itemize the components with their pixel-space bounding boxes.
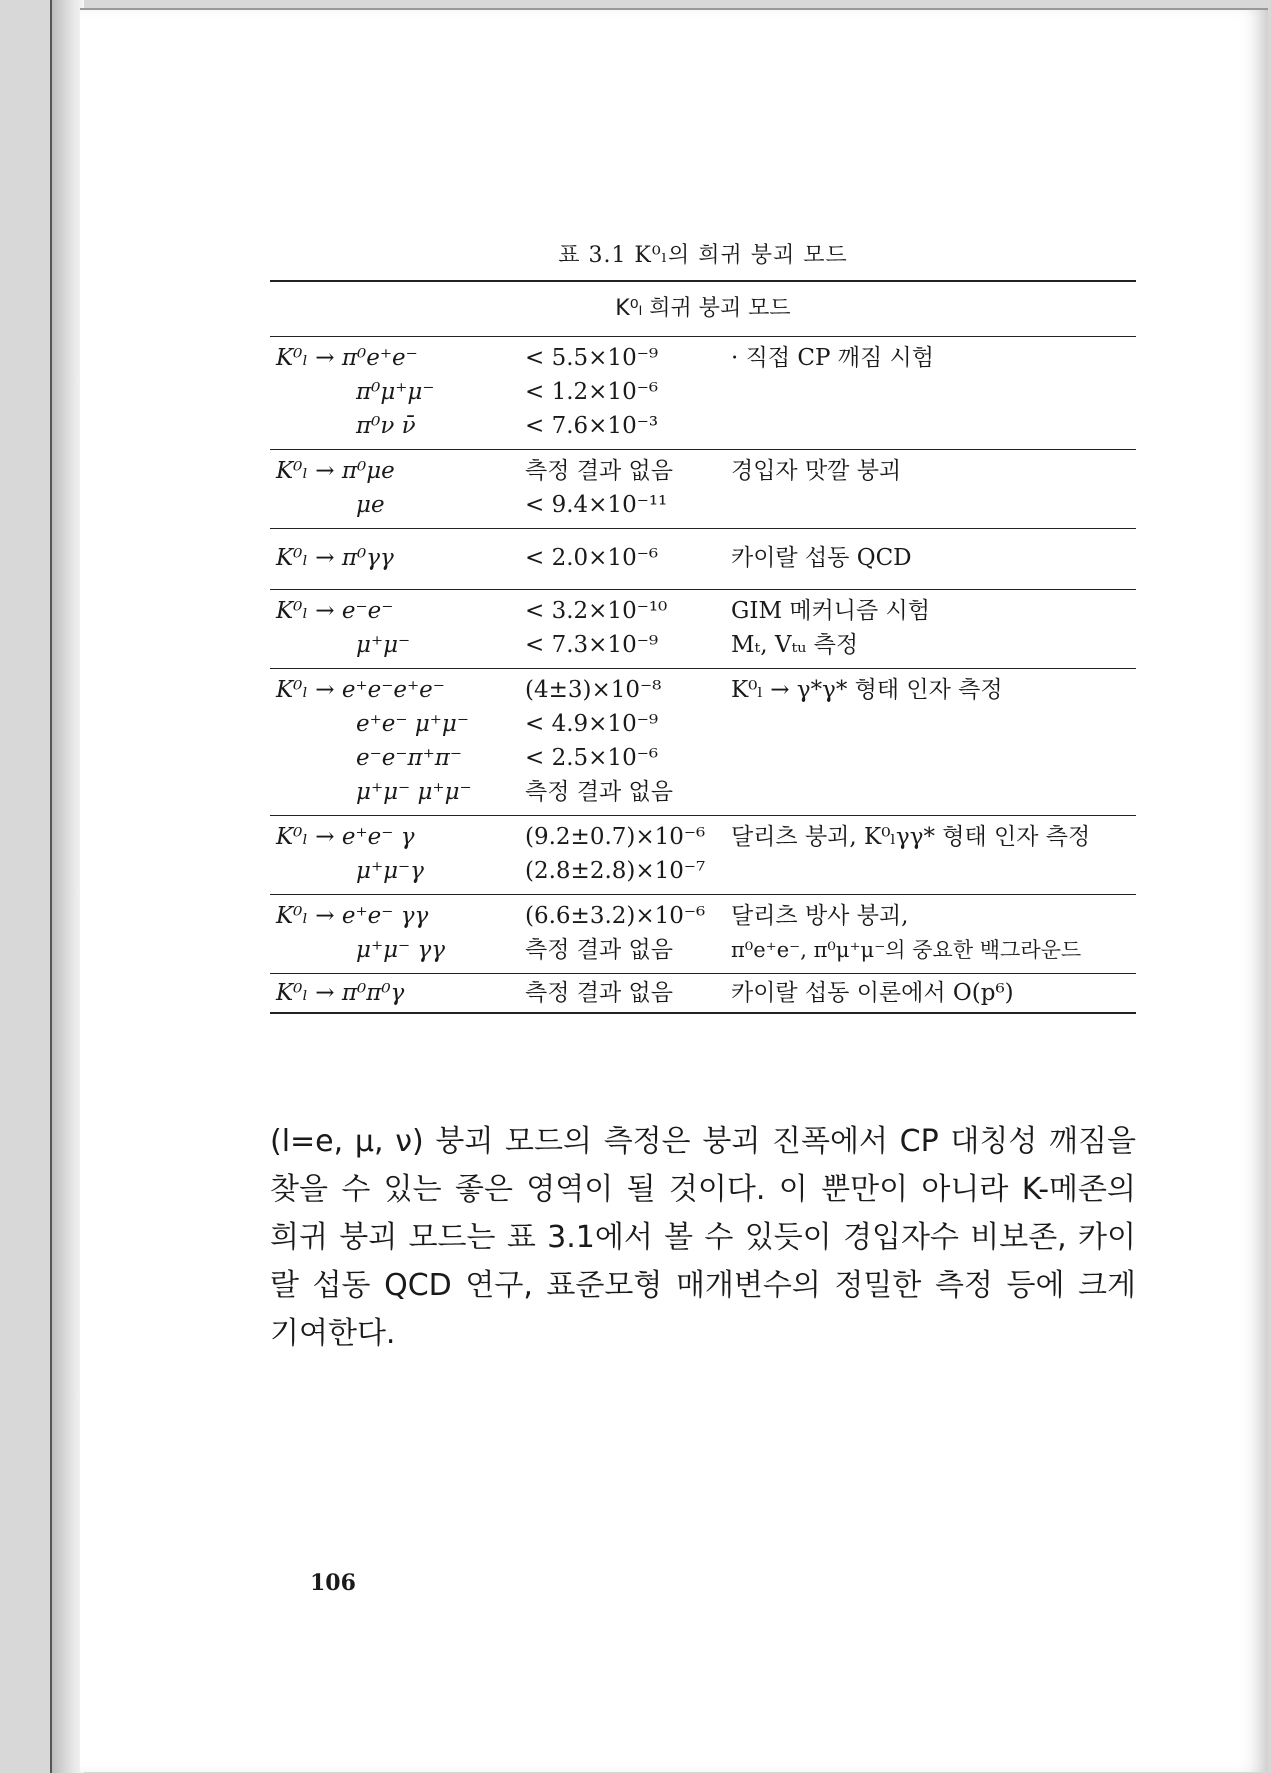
physics-note: 달리츠 방사 붕괴, xyxy=(731,903,909,929)
table-group xyxy=(270,816,1136,894)
table-group xyxy=(270,895,1136,973)
decay-mode: μ⁺μ⁻ γγ xyxy=(356,937,445,963)
table-group xyxy=(270,337,1136,449)
branching-limit: < 9.4×10⁻¹¹ xyxy=(525,492,668,518)
book-spine xyxy=(50,0,84,1773)
table-group xyxy=(270,669,1136,815)
decay-mode: μ⁺μ⁻ xyxy=(356,632,411,658)
physics-note: 경입자 맛깔 붕괴 xyxy=(731,458,902,484)
table-group xyxy=(270,590,1136,668)
decay-mode: K⁰ₗ → π⁰γγ xyxy=(276,545,394,571)
decay-mode: K⁰ₗ → e⁺e⁻ γ xyxy=(276,824,415,850)
decay-mode: K⁰ₗ → π⁰μe xyxy=(276,458,395,484)
decay-mode: π⁰ν ν̄ xyxy=(356,413,416,439)
decay-mode: e⁺e⁻ μ⁺μ⁻ xyxy=(356,711,469,737)
physics-note: 카이랄 섭동 QCD xyxy=(731,545,912,571)
table-group xyxy=(270,974,1136,1012)
book-page xyxy=(80,8,1268,1772)
branching-limit: < 7.6×10⁻³ xyxy=(525,413,659,439)
decay-mode: K⁰ₗ → π⁰e⁺e⁻ xyxy=(276,345,418,371)
physics-note: π⁰e⁺e⁻, π⁰μ⁺μ⁻의 중요한 백그라운드 xyxy=(731,938,1082,962)
branching-limit: < 4.9×10⁻⁹ xyxy=(525,711,659,737)
decay-mode: μe xyxy=(356,492,385,518)
decay-mode: K⁰ₗ → e⁺e⁻e⁺e⁻ xyxy=(276,677,445,703)
branching-limit: (4±3)×10⁻⁸ xyxy=(525,677,662,703)
decay-mode: μ⁺μ⁻γ xyxy=(356,858,424,884)
decay-mode: K⁰ₗ → e⁺e⁻ γγ xyxy=(276,903,429,929)
physics-note: 달리츠 붕괴, K⁰ₗγγ* 형태 인자 측정 xyxy=(731,824,1091,850)
body-paragraph: (l=e, μ, ν) 붕괴 모드의 측정은 붕괴 진폭에서 CP 대칭성 깨짐을 찾을 수 있는 좋은 영역이 될 것이다. 이 뿐만이 아니라 K-메존의 희귀 붕괴 모드는 표 3.1에서 볼 수 있듯이 경입자수 비보존, 카이랄 섭동 QCD 연구, 표준모형 매개변수의 정밀한 측정 등에 크게 기여한다. xyxy=(270,1124,1136,1351)
physics-note: Mₜ, Vₜᵤ 측정 xyxy=(731,632,859,658)
page-number: 106 xyxy=(310,1570,356,1596)
decay-mode: μ⁺μ⁻ μ⁺μ⁻ xyxy=(356,779,472,805)
table-group xyxy=(270,529,1136,589)
branching-limit: < 2.0×10⁻⁶ xyxy=(525,545,659,571)
branching-limit: 측정 결과 없음 xyxy=(525,937,673,963)
physics-note: · 직접 CP 깨짐 시험 xyxy=(731,345,934,371)
table-caption: 표 3.1 K⁰ₗ의 희귀 붕괴 모드 xyxy=(558,243,848,268)
table-header: K⁰ₗ 희귀 붕괴 모드 xyxy=(615,296,791,321)
table-group xyxy=(270,450,1136,528)
branching-limit: 측정 결과 없음 xyxy=(525,980,673,1006)
decay-mode: e⁻e⁻π⁺π⁻ xyxy=(356,745,463,771)
branching-limit: < 1.2×10⁻⁶ xyxy=(525,379,659,405)
decay-mode: K⁰ₗ → π⁰π⁰γ xyxy=(276,980,405,1006)
physics-note: K⁰ₗ → γ*γ* 형태 인자 측정 xyxy=(731,677,1003,703)
branching-limit: < 5.5×10⁻⁹ xyxy=(525,345,659,371)
branching-limit: < 3.2×10⁻¹⁰ xyxy=(525,598,668,624)
physics-note: GIM 메커니즘 시험 xyxy=(731,598,930,624)
decay-mode: π⁰μ⁺μ⁻ xyxy=(356,379,435,405)
branching-limit: (6.6±3.2)×10⁻⁶ xyxy=(525,903,706,929)
branching-limit: 측정 결과 없음 xyxy=(525,779,673,805)
branching-limit: < 7.3×10⁻⁹ xyxy=(525,632,659,658)
branching-limit: 측정 결과 없음 xyxy=(525,458,673,484)
branching-limit: (2.8±2.8)×10⁻⁷ xyxy=(525,858,706,884)
physics-note: 카이랄 섭동 이론에서 O(p⁶) xyxy=(731,980,1014,1006)
branching-limit: < 2.5×10⁻⁶ xyxy=(525,745,659,771)
branching-limit: (9.2±0.7)×10⁻⁶ xyxy=(525,824,706,850)
decay-mode: K⁰ₗ → e⁻e⁻ xyxy=(276,598,394,624)
rare-decay-table xyxy=(270,280,1136,1014)
